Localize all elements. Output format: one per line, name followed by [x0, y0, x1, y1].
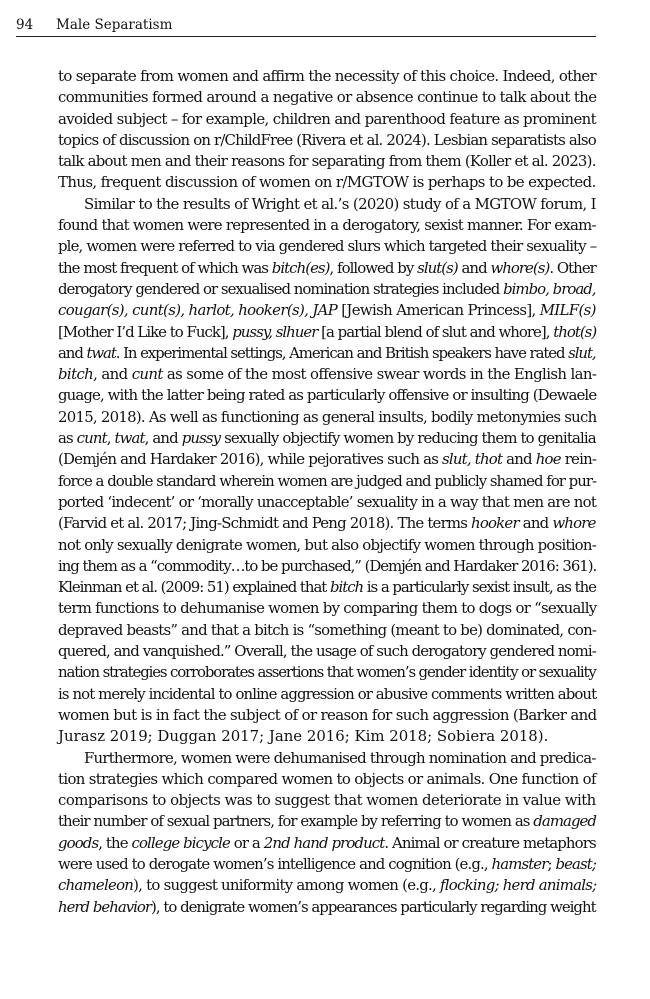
text-line: their number of sexual partners, for example by referring to women as damaged — [58, 812, 597, 831]
text-line: ing them as a “commodity…to be purchased,” (Demjén and Hardaker 2016: 361). — [58, 556, 597, 575]
running-head — [16, 14, 596, 37]
text-line: cougar(s), cunt(s), harlot, hooker(s), JAP [Jewish American Princess], MILF(s) — [58, 301, 596, 320]
text-line: Jurasz 2019; Duggan 2017; Jane 2016; Kim 2018; Sobiera 2018). — [58, 727, 549, 746]
text-line: 2015, 2018). As well as functioning as general insults, bodily metonymies such — [58, 407, 597, 426]
text-line: to separate from women and affirm the necessity of this choice. Indeed, other — [58, 67, 596, 85]
text-line: bitch, and cunt as some of the most offensive swear words in the English lan- — [58, 365, 597, 384]
text-line: and twat. In experimental settings, American and British speakers have rated slut, — [58, 343, 596, 362]
text-line: chameleon), to suggest uniformity among women (e.g., flocking; herd animals; — [58, 876, 597, 895]
text-line: ple, women were referred to via gendered slurs which targeted their sexuality – — [58, 237, 597, 256]
text-line: talk about men and their reasons for separating from them (Koller et al. 2023). — [58, 152, 596, 171]
text-line: Similar to the results of Wright et al.’s (2020) study of a MGTOW forum, I — [84, 194, 596, 213]
text-line: (Farvid et al. 2017; Jing-Schmidt and Peng 2018). The terms hooker and whore — [58, 514, 596, 533]
text-line: guage, with the latter being rated as particularly offensive or insulting (Dewaele — [58, 386, 597, 405]
body-text — [58, 66, 596, 918]
text-line: the most frequent of which was bitch(es), followed by slut(s) and whore(s). Other — [58, 258, 596, 277]
text-line: is not merely incidental to online aggression or abusive comments written about — [58, 684, 597, 703]
text-line: Kleinman et al. (2009: 51) explained that bitch is a particularly sexist insult, as the — [58, 578, 596, 597]
text-line: term functions to dehumanise women by comparing them to dogs or “sexually — [58, 599, 597, 618]
text-line: women but is in fact the subject of or reason for such aggression (Barker and — [58, 705, 597, 724]
text-line: [Mother I’d Like to Fuck], pussy, slhuer [a partial blend of slut and whore], thot(s) — [58, 322, 597, 341]
text-line: found that women were represented in a derogatory, sexist manner. For exam- — [58, 216, 596, 235]
text-line: were used to derogate women’s intelligence and cognition (e.g., hamster; beast; — [58, 854, 597, 873]
text-line: topics of discussion on r/ChildFree (Rivera et al. 2024). Lesbian separatists also — [58, 130, 596, 149]
text-line: ported ‘indecent’ or ‘morally unacceptable’ sexuality in a way that men are not — [58, 492, 597, 511]
text-line: force a double standard wherein women are judged and publicly shamed for pur- — [58, 471, 596, 490]
text-line: derogatory gendered or sexualised nomination strategies included bimbo, broad, — [58, 279, 596, 298]
text-line: Furthermore, women were dehumanised through nomination and predica- — [84, 748, 596, 767]
text-line: nation strategies corroborates assertions that women’s gender identity or sexuality — [58, 663, 596, 682]
page-number: 94 — [16, 17, 34, 33]
text-line: avoided subject – for example, children and parenthood feature as prominent — [58, 109, 597, 128]
text-line: comparisons to objects was to suggest that women deteriorate in value with — [58, 791, 596, 810]
text-line: herd behavior), to denigrate women’s appearances particularly regarding weight — [58, 897, 596, 916]
text-line: as cunt, twat, and pussy sexually objectify women by reducing them to genitalia — [58, 429, 596, 448]
running-title: Male Separatism — [56, 17, 173, 33]
text-line: (Demjén and Hardaker 2016), while pejoratives such as slut, thot and hoe rein- — [58, 450, 597, 469]
text-line: not only sexually denigrate women, but also objectify women through position- — [58, 535, 596, 554]
text-line: communities formed around a negative or absence continue to talk about the — [58, 88, 597, 107]
text-line: Thus, frequent discussion of women on r/MGTOW is perhaps to be expected. — [58, 173, 596, 192]
text-line: depraved beasts” and that a bitch is “something (meant to be) dominated, con- — [58, 620, 597, 639]
text-line: tion strategies which compared women to objects or animals. One function of — [58, 769, 596, 788]
text-line: goods, the college bicycle or a 2nd hand product. Animal or creature metaphors — [58, 833, 596, 852]
text-line: quered, and vanquished.” Overall, the usage of such derogatory gendered nomi- — [58, 642, 596, 661]
